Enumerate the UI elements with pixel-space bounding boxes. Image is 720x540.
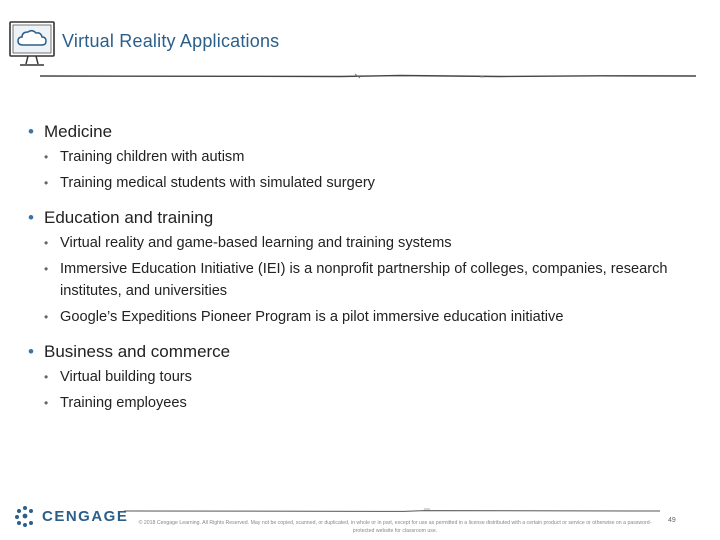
sub-bullet-icon: • — [44, 370, 49, 384]
sub-bullet-icon: • — [44, 310, 49, 324]
list-item: • Training medical students with simulated surgery — [28, 172, 698, 194]
list-item: • Google’s Expeditions Pioneer Program is a pilot immersive education initiative — [28, 306, 698, 328]
sub-bullet-icon: • — [44, 150, 49, 164]
sub-bullet-icon: • — [44, 262, 49, 276]
copyright-notice: © 2018 Cengage Learning. All Rights Reserved. May not be copied, scanned, or duplicated, in whole or in part, except for use as permitted in a license distributed with a certain product or service or otherwise on a password-protected website for classroom use. — [138, 520, 652, 534]
section-education — [28, 206, 698, 328]
list-item: • Immersive Education Initiative (IEI) is a nonprofit partnership of colleges, companies, research institutes, and universities — [28, 258, 698, 302]
sub-bullet-icon: • — [44, 396, 49, 410]
bullet-icon: • — [28, 122, 34, 141]
sub-list — [28, 232, 698, 328]
title-divider — [40, 72, 696, 80]
bullet-icon: • — [28, 342, 34, 361]
sub-list — [28, 146, 698, 194]
logo-text: CENGAGE — [42, 507, 129, 525]
list-item: • Virtual building tours — [28, 366, 698, 388]
sub-bullet-icon: • — [44, 236, 49, 250]
sub-list — [28, 366, 698, 414]
cengage-logo-icon — [14, 505, 36, 527]
section-business — [28, 340, 698, 414]
bullet-icon: • — [28, 208, 34, 227]
section-heading: • Medicine — [28, 120, 698, 144]
cloud-monitor-icon — [8, 18, 58, 72]
slide-content — [28, 120, 698, 426]
list-item: • Training employees — [28, 392, 698, 414]
section-medicine — [28, 120, 698, 194]
section-heading: • Business and commerce — [28, 340, 698, 364]
footer-divider — [124, 508, 660, 514]
cengage-logo — [14, 503, 128, 529]
section-heading: • Education and training — [28, 206, 698, 230]
sub-bullet-icon: • — [44, 176, 49, 190]
list-item: • Virtual reality and game-based learning and training systems — [28, 232, 698, 254]
list-item: • Training children with autism — [28, 146, 698, 168]
page-number: 49 — [668, 517, 676, 524]
page-title: Virtual Reality Applications — [62, 31, 280, 51]
